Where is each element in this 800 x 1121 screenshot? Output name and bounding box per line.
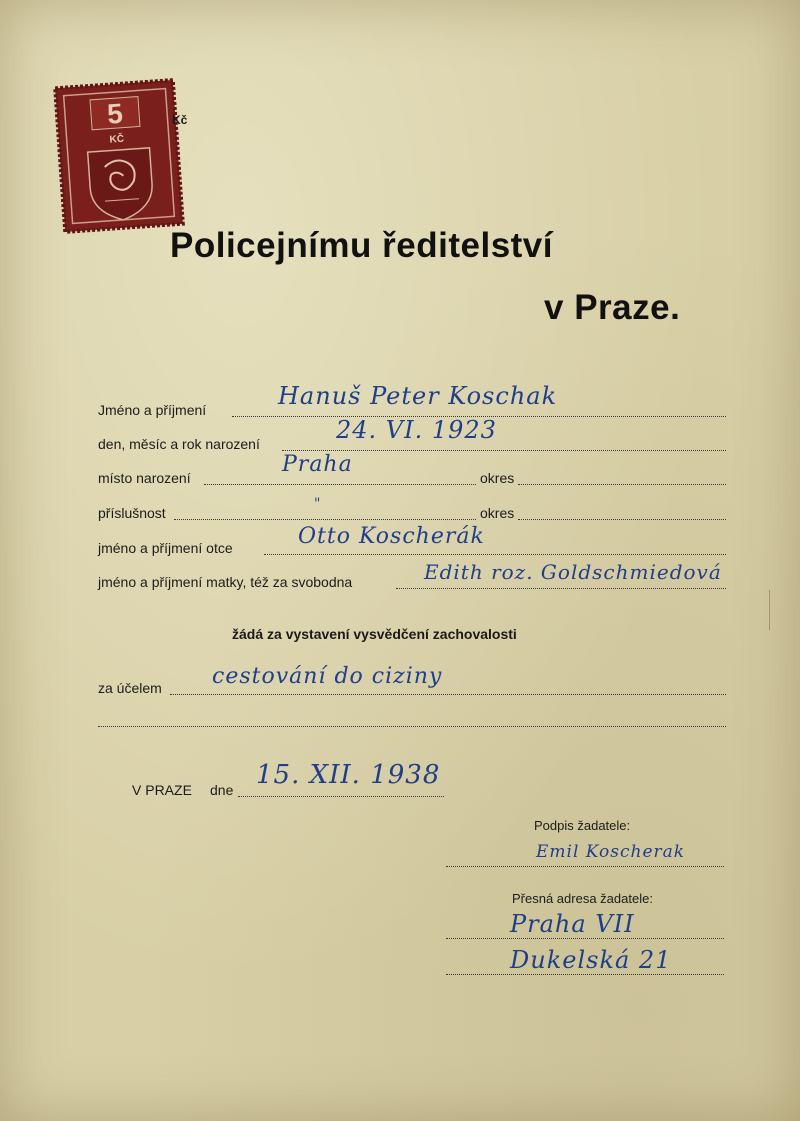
purpose-dotline bbox=[170, 694, 726, 695]
citizenship-value: " bbox=[314, 496, 322, 512]
birthplace-dotline bbox=[204, 484, 476, 485]
birthplace-value: Praha bbox=[282, 452, 353, 477]
mother-value: Edith roz. Goldschmiedová bbox=[424, 560, 722, 584]
svg-text:KČ: KČ bbox=[109, 133, 125, 146]
paper-edge-tear bbox=[769, 590, 800, 630]
address-label: Přesná adresa žadatele: bbox=[512, 891, 653, 906]
birth-dotline bbox=[282, 450, 726, 451]
father-dotline bbox=[264, 554, 726, 555]
date-place-label: V PRAZE bbox=[132, 782, 192, 798]
birth-label: den, měsíc a rok narození bbox=[98, 436, 260, 452]
okres2-dotline bbox=[518, 519, 726, 520]
date-dotline bbox=[238, 796, 444, 797]
father-value: Otto Koscherák bbox=[298, 524, 485, 549]
citizenship-label: příslušnost bbox=[98, 505, 166, 521]
heading-line2: v Praze. bbox=[544, 288, 681, 327]
mother-dotline bbox=[396, 588, 726, 589]
revenue-stamp bbox=[53, 78, 188, 234]
birth-value: 24. VI. 1923 bbox=[336, 416, 497, 444]
svg-text:5: 5 bbox=[106, 97, 124, 130]
birthplace-label: místo narození bbox=[98, 470, 191, 486]
heading-line1: Policejnímu ředitelství bbox=[170, 226, 553, 265]
name-label: Jméno a příjmení bbox=[98, 402, 207, 418]
address-line1: Praha VII bbox=[510, 910, 635, 938]
mother-label: jméno a příjmení matky, též za svobodna bbox=[98, 574, 353, 590]
signature-label: Podpis žadatele: bbox=[534, 818, 631, 833]
okres-dotline bbox=[518, 484, 726, 485]
date-value: 15. XII. 1938 bbox=[256, 760, 441, 790]
citizenship-dotline bbox=[174, 519, 476, 520]
signature-dotline bbox=[446, 866, 724, 867]
revenue-stamp-graphic bbox=[53, 78, 188, 234]
date-dne-label: dne bbox=[210, 782, 234, 798]
address-dotline-1 bbox=[446, 938, 724, 939]
okres2-label: okres bbox=[480, 505, 515, 521]
purpose-value: cestování do ciziny bbox=[212, 664, 443, 689]
purpose-dotline-2 bbox=[98, 726, 726, 727]
father-label: jméno a příjmení otce bbox=[98, 540, 233, 556]
purpose-label: za účelem bbox=[98, 680, 162, 696]
address-dotline-2 bbox=[446, 974, 724, 975]
address-line2: Dukelská 21 bbox=[510, 946, 672, 974]
name-value: Hanuš Peter Koschak bbox=[278, 382, 558, 410]
request-heading: žádá za vystavení vysvědčení zachovalosti bbox=[232, 626, 517, 642]
signature-value: Emil Koscherak bbox=[536, 842, 686, 862]
stamp-currency: Kč bbox=[172, 113, 188, 127]
okres-label: okres bbox=[480, 470, 515, 486]
